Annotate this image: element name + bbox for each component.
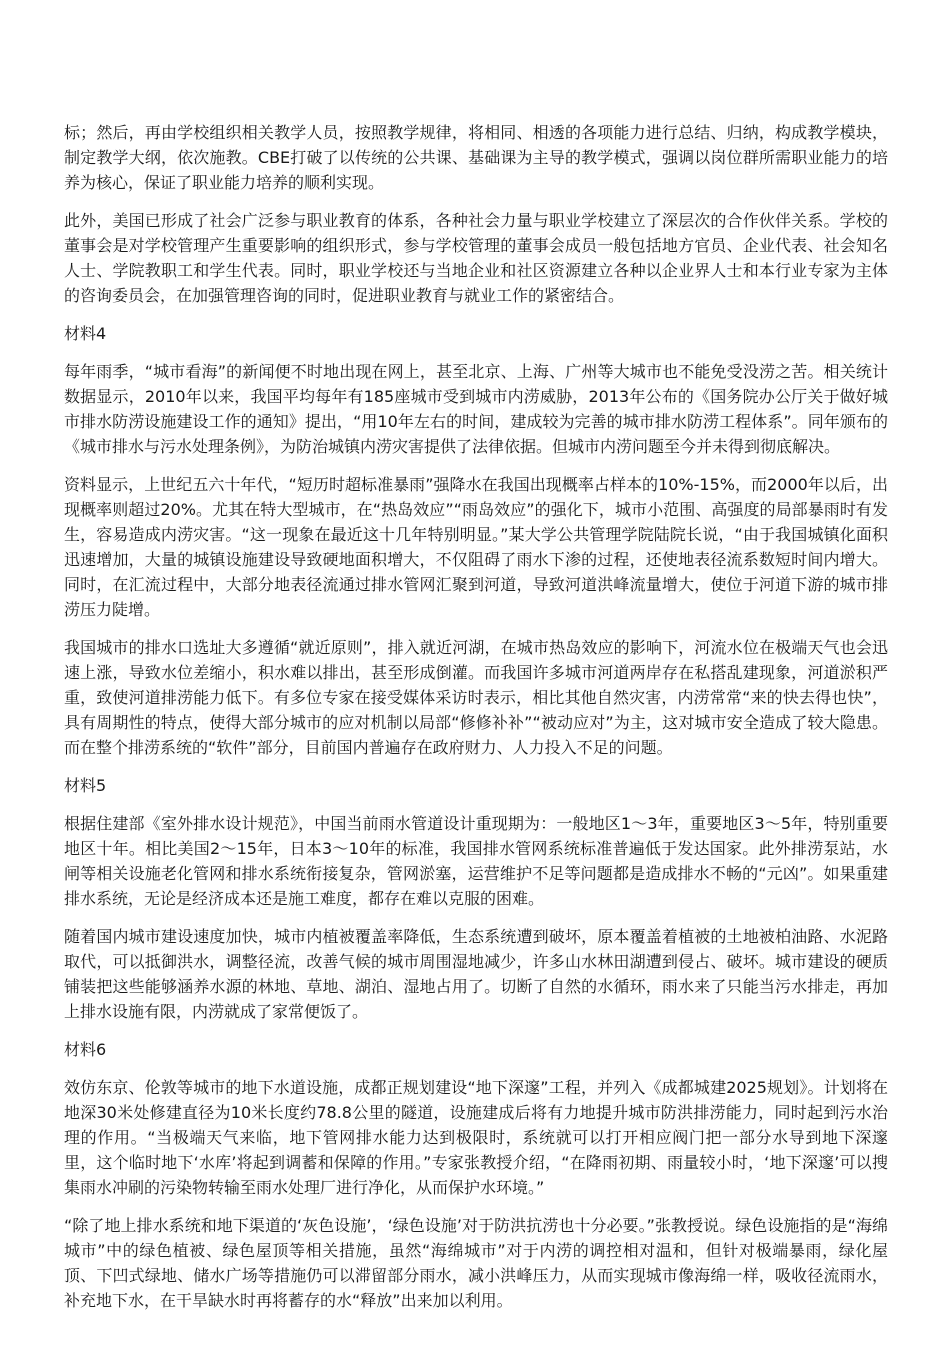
material-6-heading: 材料6 (64, 1040, 107, 1059)
paragraph-drainage-standards: 根据住建部《室外排水设计规范》，中国当前雨水管道设计重现期为：一般地区1～3年，重要地区3～5年，特别重要地区十年。相比美国2～15年，日本3～10年的标准，我国排水管网系统标准普遍低于发达国家。此外排涝泵站，水闸等相关设施老化管网和排水系统衔接复杂，管网淤塞，运营维护不足等问题都是造成排水不畅的“元凶”。如果重建排水系统，无论是经济成本还是施工难度，都存在难以克服的困难。 (64, 814, 888, 908)
paragraph-green-facilities: “除了地上排水系统和地下渠道的‘灰色设施’，‘绿色设施’对于防洪抗涝也十分必要。”张教授说。绿色设施指的是“海绵城市”中的绿色植被、绿色屋顶等相关措施，虽然“海绵城市”对于内涝的调控相对温和，但针对极端暴雨，绿化屋顶、下凹式绿地、储水广场等措施仍可以滞留部分雨水，减小洪峰压力，从而实现城市像海绵一样，吸收径流雨水，补充地下水，在干旱缺水时再将蓄存的水“释放”出来加以利用。 (64, 1216, 888, 1310)
paragraph-city-waterlogging: 每年雨季，“城市看海”的新闻便不时地出现在网上，甚至北京、上海、广州等大城市也不能免受没涝之苦。相关统计数据显示，2010年以来，我国平均每年有185座城市受到城市内涝威胁，2013年公布的《国务院办公厅关于做好城市排水防涝设施建设工作的通知》提出，“用10年左右的时间，建成较为完善的城市排水防涝工程体系”。同年颁布的《城市排水与污水处理条例》，为防治城镇内涝灾害提供了法律依据。但城市内涝问题至今并未得到彻底解决。 (64, 362, 888, 456)
paragraph-urban-vegetation: 随着国内城市建设速度加快，城市内植被覆盖率降低，生态系统遭到破坏，原本覆盖着植被的土地被柏油路、水泥路取代，可以抵御洪水，调整径流，改善气候的城市周围湿地减少，许多山水林田湖遭到侵占、破坏。城市建设的硬质铺装把这些能够涵养水源的林地、草地、湖泊、湿地占用了。切断了自然的水循环，雨水来了只能当污水排走，再加上排水设施有限，内涝就成了家常便饭了。 (64, 927, 888, 1021)
paragraph-underground-tunnel: 效仿东京、伦敦等城市的地下水道设施，成都正规划建设“地下深邃”工程，并列入《成都城建2025规划》。计划将在地深30米处修建直径为10米长度约78.8公里的隧道，设施建成后将有力地提升城市防洪排涝能力，同时起到污水治理的作用。“当极端天气来临，地下管网排水能力达到极限时，系统就可以打开相应阀门把一部分水导到地下深邃里，这个临时地下‘水库’将起到调蓄和保障的作用。”专家张教授介绍，“在降雨初期、雨量较小时，‘地下深邃’可以搜集雨水冲刷的污染物转输至雨水处理厂进行净化，从而保护水环境。” (64, 1078, 888, 1197)
paragraph-cbe-teaching: 标；然后，再由学校组织相关教学人员，按照教学规律，将相同、相透的各项能力进行总结、归纳，构成教学模块，制定教学大纲，依次施教。CBE打破了以传统的公共课、基础课为主导的教学模式，强调以岗位群所需职业能力的培养为核心，保证了职业能力培养的顺利实现。 (64, 123, 888, 192)
paragraph-drainage-outlets: 我国城市的排水口选址大多遵循“就近原则”，排入就近河湖，在城市热岛效应的影响下，河流水位在极端天气也会迅速上涨，导致水位差缩小，积水难以排出，甚至形成倒灌。而我国许多城市河道两岸存在私搭乱建现象，河道淤积严重，致使河道排涝能力低下。有多位专家在接受媒体采访时表示，相比其他自然灾害，内涝常常“来的快去得也快”，具有周期性的特点，使得大部分城市的应对机制以局部“修修补补”“被动应对”为主，这对城市安全造成了较大隐患。而在整个排涝系统的“软件”部分，目前国内普遍存在政府财力、人力投入不足的问题。 (64, 638, 888, 757)
material-4-heading: 材料4 (64, 324, 107, 343)
paragraph-us-vocational-system: 此外，美国已形成了社会广泛参与职业教育的体系，各种社会力量与职业学校建立了深层次的合作伙伴关系。学校的董事会是对学校管理产生重要影响的组织形式，参与学校管理的董事会成员一般包括地方官员、企业代表、社会知名人士、学院教职工和学生代表。同时，职业学校还与当地企业和社区资源建立各种以企业界人士和本行业专家为主体的咨询委员会，在加强管理咨询的同时，促进职业教育与就业工作的紧密结合。 (64, 211, 888, 305)
paragraph-rainstorm-data: 资料显示，上世纪五六十年代，“短历时超标准暴雨”强降水在我国出现概率占样本的10%-15%，而2000年以后，出现概率则超过20%。尤其在特大型城市，在“热岛效应”“雨岛效应”的强化下，城市小范围、高强度的局部暴雨时有发生，容易造成内涝灾害。“这一现象在最近这十几年特别明显。”某大学公共管理学院陆院长说，“由于我国城镇化面积迅速增加，大量的城镇设施建设导致硬地面积增大，不仅阻碍了雨水下渗的过程，还使地表径流系数短时间内增大。同时，在汇流过程中，大部分地表径流通过排水管网汇聚到河道，导致河道洪峰流量增大，使位于河道下游的城市排涝压力陡增。 (64, 475, 888, 619)
material-5-heading: 材料5 (64, 776, 107, 795)
document-page (64, 120, 888, 1326)
